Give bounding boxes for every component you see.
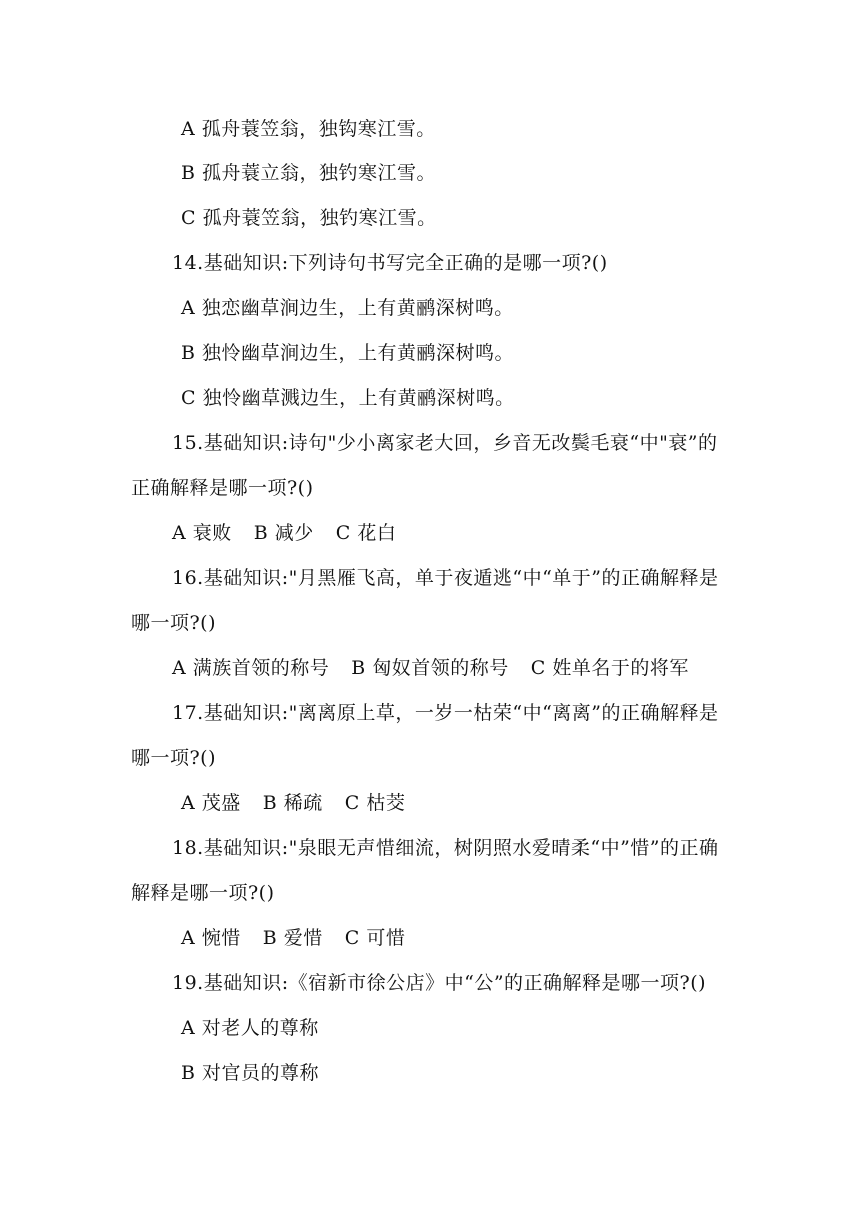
question-15-line-2: 正确解释是哪一项?() [131, 477, 314, 499]
option-15-b: B 减少 [253, 522, 314, 544]
option-14-c: C 独怜幽草溅边生，上有黄鹂深树鸣。 [181, 387, 515, 409]
option-19-a: A 对老人的尊称 [181, 1017, 319, 1039]
option-16-c: C 姓单名于的将军 [530, 657, 689, 679]
option-14-a: A 独恋幽草涧边生，上有黄鹂深树鸣。 [181, 297, 514, 319]
option-18-b: B 爱惜 [262, 927, 323, 949]
question-16-line-2: 哪一项?() [131, 612, 217, 634]
option-13-a: A 孤舟蓑笠翁，独钩寒江雪。 [181, 118, 436, 140]
option-16-a: A 满族首领的称号 [172, 657, 330, 679]
option-13-c: C 孤舟蓑笠翁，独钓寒江雪。 [181, 207, 437, 229]
question-18-line-1: 18.基础知识:"泉眼无声惜细流，树阴照水爱晴柔“中”惜”的正确 [172, 837, 719, 859]
option-16-b: B 匈奴首领的称号 [351, 657, 509, 679]
option-18-c: C 可惜 [344, 927, 406, 949]
option-19-b: B 对官员的尊称 [181, 1062, 320, 1084]
option-17-a: A 茂盛 [181, 792, 241, 814]
question-18-line-2: 解释是哪一项?() [131, 882, 275, 904]
option-15-c: C 花白 [335, 522, 397, 544]
option-18-a: A 惋惜 [181, 927, 241, 949]
option-17-b: B 稀疏 [262, 792, 323, 814]
option-17-c: C 枯茭 [344, 792, 406, 814]
question-16-options [172, 656, 689, 680]
question-15-line-1: 15.基础知识:诗句"少小离家老大回，乡音无改鬓毛衰“中"衰”的 [172, 432, 718, 454]
question-17-line-2: 哪一项?() [131, 747, 217, 769]
question-18-options [181, 926, 405, 950]
question-17-line-1: 17.基础知识:"离离原上草，一岁一枯荣“中“离离”的正确解释是 [172, 702, 719, 724]
option-14-b: B 独怜幽草涧边生，上有黄鹂深树鸣。 [181, 342, 515, 364]
question-17-options [181, 791, 405, 815]
question-14: 14.基础知识:下列诗句书写完全正确的是哪一项?() [172, 252, 608, 274]
question-19: 19.基础知识:《宿新市徐公店》中“公”的正确解释是哪一项?() [172, 972, 707, 994]
option-13-b: B 孤舟蓑立翁，独钓寒江雪。 [181, 162, 437, 184]
question-15-options [172, 521, 396, 545]
option-15-a: A 衰败 [172, 522, 232, 544]
question-16-line-1: 16.基础知识:"月黑雁飞高，单于夜遁逃“中“单于”的正确解释是 [172, 567, 719, 589]
